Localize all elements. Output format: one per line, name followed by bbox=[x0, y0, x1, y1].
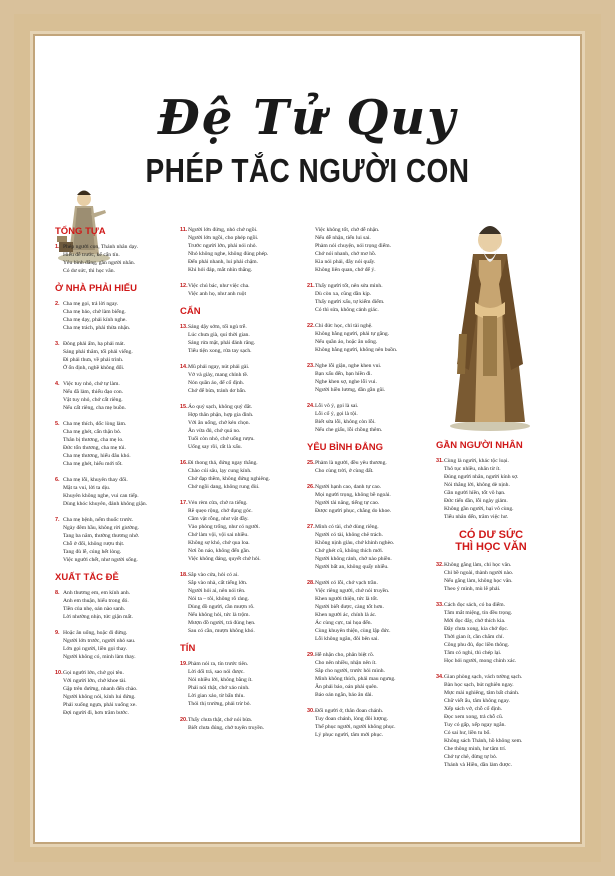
verse-line: Chỉ đức học, chỉ tài nghệ. bbox=[315, 323, 373, 329]
verse-line: Việc anh họ, như anh ruột bbox=[188, 291, 246, 297]
verse-line: Đông phải ấm, hạ phải mát. bbox=[63, 341, 125, 347]
verse-line: Việc chú bác, như việc cha. bbox=[188, 283, 250, 289]
verse-line: Che thông minh, hư tâm trí. bbox=[444, 746, 507, 752]
verse bbox=[180, 282, 290, 298]
verse-line: Gọi người lớn, chớ gọi tên. bbox=[63, 670, 124, 676]
section-heading: Ở NHÀ PHẢI HIẾU bbox=[55, 283, 137, 294]
verse-line: Thói thị trường, phải trừ bỏ. bbox=[188, 701, 251, 707]
verse-line: Xếp sách vở, chỗ cố định. bbox=[444, 706, 503, 712]
verse bbox=[180, 571, 290, 635]
verse-line: Người biết được, càng tốt hơn. bbox=[315, 604, 384, 610]
verse-line: Cho nên nhiều, nhận nên ít. bbox=[315, 660, 377, 666]
verse-line: Chỉ bề ngoài, thành người nào. bbox=[444, 570, 514, 576]
verse-line: Việc người chết, như người sống. bbox=[63, 557, 138, 563]
verse-line: Theo ý mình, mù lẽ phải. bbox=[444, 586, 501, 592]
verse-line: Cùng là người, khác tộc loại. bbox=[444, 458, 509, 464]
verse-line: Chữ viết ẩu, tâm không ngay. bbox=[444, 698, 510, 704]
verse bbox=[55, 629, 165, 661]
verse-line: Mũ phải ngay, nút phải gài. bbox=[188, 364, 250, 370]
verse-number: 7. bbox=[55, 517, 60, 523]
verse-line: Anh thương em, em kính anh. bbox=[63, 590, 131, 596]
verse-line: Đức tiến dần, lỗi ngày giảm. bbox=[444, 498, 508, 504]
verse-number: 10. bbox=[55, 670, 63, 676]
verse-line: Công phu đủ, đọc liền thông. bbox=[444, 642, 510, 648]
verse-line: Thế phục người, người không phục. bbox=[315, 724, 396, 730]
verse-number: 29. bbox=[307, 652, 315, 658]
verse-line: Yêu bình đẳng, gần người nhân. bbox=[63, 260, 136, 266]
verse-line: Ở ổn định, nghề không đổi. bbox=[63, 365, 125, 371]
verse bbox=[55, 243, 165, 275]
verse-number: 9. bbox=[55, 630, 60, 636]
verse-line: Người lớn ngồi, cho phép ngồi. bbox=[188, 235, 259, 241]
verse-line: Lỗi không ngăn, đôi bên sai. bbox=[315, 636, 379, 642]
verse-line: Ân phải báo, oán phải quên. bbox=[315, 684, 378, 690]
verse-line: Dùng khóc khuyên, đánh không giận. bbox=[63, 501, 148, 507]
column-1 bbox=[55, 226, 165, 725]
verse-line: Thời gian ít, cần chăm chỉ. bbox=[444, 634, 504, 640]
verse-line: Thấy chưa thật, chớ nói bừa. bbox=[188, 717, 253, 723]
verse-line: Người bất an, không quấy nhiễu. bbox=[315, 564, 389, 570]
verse-number: 22. bbox=[307, 323, 315, 329]
verse-line: Tuy đoan chánh, lòng đôi lượng. bbox=[315, 716, 389, 722]
section-heading: YÊU BÌNH ĐẲNG bbox=[307, 442, 384, 453]
verse-line: Vào phòng trống, như có người. bbox=[188, 524, 260, 530]
verse bbox=[180, 459, 290, 491]
verse-line: Nếu cất riêng, cha mẹ buồn. bbox=[63, 405, 126, 411]
verse-line: Nếu dễ nhận, tiến lui sai. bbox=[315, 235, 371, 241]
verse-line: Việc không đáng, quyết chớ hỏi. bbox=[188, 556, 261, 562]
verse-line: Ác cùng cực, tai họa đến. bbox=[315, 620, 372, 626]
verse-line: Phàm là người, đều yêu thương. bbox=[315, 460, 387, 466]
verse-line: Chớ làm vội, vội sai nhiều. bbox=[188, 532, 249, 538]
verse bbox=[307, 362, 417, 394]
section-heading: GẦN NGƯỜI NHÂN bbox=[436, 440, 523, 451]
verse-number: 32. bbox=[436, 562, 444, 568]
verse-line: Phải nói thật, chớ xảo ninh. bbox=[188, 685, 250, 691]
verse-line: Mượn đồ người, trả đúng hẹn. bbox=[188, 620, 256, 626]
verse-number: 12. bbox=[180, 283, 188, 289]
verse-number: 23. bbox=[307, 363, 315, 369]
verse bbox=[436, 673, 546, 769]
verse-line: Người hỏi ai, nên nói tên. bbox=[188, 588, 246, 594]
verse-line: Nếu không hỏi, tức là trộm. bbox=[188, 612, 250, 618]
verse-line: Cha mẹ dạy, phải kính nghe. bbox=[63, 317, 127, 323]
verse-line: Khuyên không nghe, vui can tiếp. bbox=[63, 493, 139, 499]
verse-line: Chớ ngồi dang, không rung đùi. bbox=[188, 484, 260, 490]
column-2 bbox=[180, 226, 290, 740]
verse-line: Trước người lớn, phải nói nhỏ. bbox=[188, 243, 257, 249]
verse-line: Cha mẹ bảo, chớ làm biếng. bbox=[63, 309, 126, 315]
verse-line: Gian phòng sạch, vách tường sạch. bbox=[444, 674, 523, 680]
verse-number: 11. bbox=[180, 227, 188, 233]
verse bbox=[180, 226, 290, 274]
verse-line: Lời gian xảo, từ bẩn thỉu. bbox=[188, 693, 245, 699]
verse-line: Không gắng làm, chỉ học văn. bbox=[444, 562, 512, 568]
verse-line: Không liên quan, chớ để ý. bbox=[315, 267, 376, 273]
verse bbox=[307, 523, 417, 571]
verse-line: Cha mẹ gọi, trả lời ngay. bbox=[63, 301, 119, 307]
verse-line: Chớ tự chê, đừng tự bỏ. bbox=[444, 754, 498, 760]
verse-number: 21. bbox=[307, 283, 315, 289]
verse-line: Không sách Thánh, hồ không xem. bbox=[444, 738, 523, 744]
verse bbox=[436, 561, 546, 593]
verse-number: 30. bbox=[307, 708, 315, 714]
verse bbox=[307, 579, 417, 643]
verse-line: Phàm nói chuyện, nói trọng điểm. bbox=[315, 243, 391, 249]
verse-line: Cho cùng trời, ở cùng đất. bbox=[315, 468, 374, 474]
verse bbox=[180, 403, 290, 451]
verse-line: Nếu quần áo, hoặc ăn uống. bbox=[315, 339, 378, 345]
verse bbox=[307, 483, 417, 515]
verse-number: 2. bbox=[55, 301, 60, 307]
verse-line: Mặt ta vui, lời ta dịu. bbox=[63, 485, 111, 491]
verse-line: Thấy người xấu, tự kiểm điểm. bbox=[315, 299, 385, 305]
verse-line: Cầm vật rỗng, như vật đầy. bbox=[188, 516, 249, 522]
verse-line: Bàn học sạch, bút nghiên ngay. bbox=[444, 682, 514, 688]
verse bbox=[307, 282, 417, 314]
verse-line: Ăn vừa đủ, chớ quá no. bbox=[188, 428, 241, 434]
verse-line: Khen người thiện, tức là tốt. bbox=[315, 596, 379, 602]
verse-line: Tiền của nhẹ, oán nào sanh. bbox=[63, 606, 126, 612]
verse-line: Tâm mắt miệng, tín đều trọng. bbox=[444, 610, 513, 616]
verse-number: 6. bbox=[55, 477, 60, 483]
verse-number: 27. bbox=[307, 524, 315, 530]
verse-line: Chớ ghét cũ, không thích mới. bbox=[315, 548, 384, 554]
verse-line: Người hạnh cao, danh tự cao. bbox=[315, 484, 382, 490]
verse-line: Tâm có nghi, thì chép lại. bbox=[444, 650, 502, 656]
section-heading: TỔNG TỰA bbox=[55, 226, 106, 237]
verse-line: Đi phải thưa, về phải trình. bbox=[63, 357, 124, 363]
verse-line: Chỗ ở đổi, không rượu thịt. bbox=[63, 541, 125, 547]
verse-line: Nói thẳng lời, không dè nịnh. bbox=[444, 482, 510, 488]
verse-line: Đọc xem xong, trả chỗ cũ. bbox=[444, 714, 504, 720]
verse-number: 20. bbox=[180, 717, 188, 723]
verse-line: Cha mẹ trách, phải thừa nhận. bbox=[63, 325, 131, 331]
verse-line: Cha mẹ ghét, cẩn thận bỏ. bbox=[63, 429, 122, 435]
calligraphy-title: Đệ Tử Quy bbox=[157, 90, 458, 146]
verse-line: Mới đọc đây, chớ thích kia. bbox=[444, 618, 506, 624]
verse-line: Không bằng người, không nên buồn. bbox=[315, 347, 398, 353]
verse-line: Sắp vào cửa, hỏi có ai. bbox=[188, 572, 239, 578]
verse-line: Cha mẹ bệnh, nếm thuốc trước. bbox=[63, 517, 134, 523]
verse-line: Rẽ quẹo rộng, chớ đụng góc. bbox=[188, 508, 253, 514]
verse-line: Tang đủ lễ, cúng hết lòng. bbox=[63, 549, 122, 555]
verse-line: Kia nói phải, đây nói quấy. bbox=[315, 259, 376, 265]
verse-line: Lời nhường nhịn, tức giận mất. bbox=[63, 614, 133, 620]
verse-line: Báo oán ngắn, báo ân dài. bbox=[315, 692, 373, 698]
verse bbox=[180, 499, 290, 563]
verse-number: 8. bbox=[55, 590, 60, 596]
verse-line: Chớ nói nhanh, chớ mơ hồ. bbox=[315, 251, 377, 257]
verse-line: Sáng rửa mặt, phải đánh răng. bbox=[188, 340, 256, 346]
verse-line: Người không nói, kính lui đứng. bbox=[63, 694, 136, 700]
verse-line: Anh em thuận, hiếu trong đó. bbox=[63, 598, 129, 604]
verse-line: Dù còn xa, cũng dần kịp. bbox=[315, 291, 372, 297]
verse-line: Nếu đã làm, thiếu đạo con. bbox=[63, 389, 124, 395]
verse-line: Khen người ác, chính là ác. bbox=[315, 612, 377, 618]
verse-line: Gặp trên đường, nhanh đến chào. bbox=[63, 686, 138, 692]
verse-line: Đúng người nhân, người kính sợ. bbox=[444, 474, 519, 480]
verse-line: Đợi người đi, hơn trăm bước. bbox=[63, 710, 129, 716]
verse-line: Thánh và Hiền, dần làm được. bbox=[444, 762, 512, 768]
verse-line: Thô tục nhiều, nhân từ ít. bbox=[444, 466, 501, 472]
section-heading: CẨN bbox=[180, 306, 201, 317]
verse-line: Cha mẹ lỗi, khuyên thay đổi. bbox=[63, 477, 128, 483]
verse-line: Hễ nhận cho, phân biệt rõ. bbox=[315, 652, 375, 658]
verse bbox=[180, 363, 290, 395]
column-3 bbox=[307, 226, 417, 747]
verse bbox=[55, 669, 165, 717]
verse-number: 28. bbox=[307, 580, 315, 586]
verse-line: Phàm nói ra, tín trước tiên. bbox=[188, 661, 249, 667]
main-title: PHÉP TẮC NGƯỜI CON bbox=[145, 152, 470, 189]
verse-line: Được người phục, chẳng do khoe. bbox=[315, 508, 392, 514]
verse-line: Sáng dậy sớm, tối ngủ trễ. bbox=[188, 324, 247, 330]
verse-line: Nghe lỗi giận, nghe khen vui. bbox=[315, 363, 382, 369]
verse bbox=[55, 516, 165, 564]
verse-number: 34. bbox=[436, 674, 444, 680]
verse bbox=[55, 420, 165, 468]
verse-line: Dùng đồ người, cần mượn rõ. bbox=[188, 604, 255, 610]
verse-line: Không gần người, hại vô cùng. bbox=[444, 506, 514, 512]
verse-line: Người tài năng, tiếng tự cao. bbox=[315, 500, 380, 506]
verse-line: Người lớn đứng, nhỏ chớ ngồi. bbox=[188, 227, 258, 233]
verse-line: Áo quý sạch, không quý đắt. bbox=[188, 404, 253, 410]
verse-line: Người có tài, không chê trách. bbox=[315, 532, 383, 538]
verse bbox=[307, 707, 417, 739]
verse bbox=[436, 457, 546, 521]
verse bbox=[180, 716, 290, 732]
verse-line: Người hiền lương, dần gần gũi. bbox=[315, 387, 386, 393]
verse-line: Hoặc ăn uống, hoặc đi đứng. bbox=[63, 630, 128, 636]
verse-line: Nếu che giấu, lỗi chồng thêm. bbox=[315, 427, 383, 433]
verse-line: Vén rèm cửa, chớ ra tiếng. bbox=[188, 500, 248, 506]
sage-illustration bbox=[445, 214, 535, 432]
verse-line: Chào cúi sâu, lạy cung kính. bbox=[188, 468, 252, 474]
verse-line: Biết chưa đúng, chớ tuyên truyền. bbox=[188, 725, 265, 731]
section-heading-line: CÓ DƯ SỨC bbox=[458, 529, 524, 541]
verse-number: 5. bbox=[55, 421, 60, 427]
verse-line: Với người lớn, chớ khoe tài. bbox=[63, 678, 127, 684]
verse-line: Cùng khuyên thiện, cùng lập đức. bbox=[315, 628, 391, 634]
verse-line: Bạn xấu đến, bạn hiền đi. bbox=[315, 371, 373, 377]
verse-line: Lớn gọi người, liền gọi thay. bbox=[63, 646, 128, 652]
verse-line: Không sợ khó, chớ qua loa. bbox=[188, 540, 250, 546]
verse-line: Đức tổn thương, cha mẹ tủi. bbox=[63, 445, 126, 451]
verse-number: 25. bbox=[307, 460, 315, 466]
verse-line: Chớ đạp thềm, không đứng nghiêng. bbox=[188, 476, 270, 482]
verse bbox=[307, 651, 417, 699]
verse-line: Sắp cho người, trước hỏi mình. bbox=[315, 668, 385, 674]
verse-line: Biết sửa lỗi, không còn lỗi. bbox=[315, 419, 376, 425]
verse-line: Đến phải nhanh, lui phải chậm. bbox=[188, 259, 259, 265]
verse bbox=[307, 322, 417, 354]
verse-number: 4. bbox=[55, 381, 60, 387]
verse-line: Nón quần áo, để cố định. bbox=[188, 380, 245, 386]
verse-number: 19. bbox=[180, 661, 188, 667]
verse-number: 16. bbox=[180, 460, 188, 466]
verse-number: 31. bbox=[436, 458, 444, 464]
verse-line: Ngày đêm hầu, không rời giường. bbox=[63, 525, 139, 531]
verse-line: Người không có, mình làm thay. bbox=[63, 654, 136, 660]
verse-line: Lỗi vô ý, gọi là sai. bbox=[315, 403, 359, 409]
verse-line: Hiếu đễ trước, kế cẩn tín. bbox=[63, 252, 120, 258]
verse-line: Phép người con, Thánh nhân dạy. bbox=[63, 244, 138, 250]
verse-line: Nói nhiều lời, không bằng ít. bbox=[188, 677, 253, 683]
verse-line: Sắp vào nhà, cất tiếng lớn. bbox=[188, 580, 248, 586]
verse-line: Có dư sức, thì học văn. bbox=[63, 268, 115, 274]
verse-line: Mình không thích, phải mau ngưng. bbox=[315, 676, 396, 682]
column-4 bbox=[436, 440, 546, 777]
verse-number: 13. bbox=[180, 324, 188, 330]
section-heading: XUẤT TẮC ĐỄ bbox=[55, 572, 119, 583]
verse-number: 15. bbox=[180, 404, 188, 410]
verse-line: Không nịnh giàu, chớ khinh nghèo. bbox=[315, 540, 395, 546]
verse bbox=[180, 323, 290, 355]
verse-line: Sáng phải thăm, tối phải viếng. bbox=[63, 349, 133, 355]
verse-number: 3. bbox=[55, 341, 60, 347]
verse-line: Việc tuy nhỏ, chớ tự làm. bbox=[63, 381, 120, 387]
verse-line: Lúc chưa già, quí thời gian. bbox=[188, 332, 250, 338]
verse-line: Đối người ở, thân đoan chánh. bbox=[315, 708, 384, 714]
section-heading-line: THÌ HỌC VĂN bbox=[455, 541, 527, 553]
verse-number: 1. bbox=[55, 244, 60, 250]
verse-line: Nếu gắng làm, không học văn. bbox=[444, 578, 513, 584]
verse bbox=[55, 476, 165, 508]
verse bbox=[307, 459, 417, 475]
verse-line: Nghe khen sợ, nghe lỗi vui. bbox=[315, 379, 377, 385]
verse-line: Tiểu tiện xong, rửa tay sạch. bbox=[188, 348, 252, 354]
verse-line: Gần người hiền, tốt vô hạn. bbox=[444, 490, 506, 496]
poster bbox=[35, 36, 580, 842]
verse-line: Có thì sửa, không cảnh giác. bbox=[315, 307, 379, 313]
verse-line: Người không rảnh, chớ nào phiền. bbox=[315, 556, 392, 562]
verse-line: Cha mẹ ghét, hiếu mới tốt. bbox=[63, 461, 123, 467]
verse-number: 18. bbox=[180, 572, 188, 578]
verse-line: Tiểu nhân đến, trăm việc hư. bbox=[444, 514, 509, 520]
verse-number: 33. bbox=[436, 602, 444, 608]
verse bbox=[55, 300, 165, 332]
verse-line: Đi thong thả, đứng ngay thẳng. bbox=[188, 460, 258, 466]
verse-line: Cách đọc sách, có ba điểm. bbox=[444, 602, 506, 608]
verse-number: 26. bbox=[307, 484, 315, 490]
verse-line: Người có lỗi, chớ vạch trần. bbox=[315, 580, 378, 586]
verse-line: Nơi ồn náo, không đến gần. bbox=[188, 548, 251, 554]
verse-line: Tuy có gấp, xếp ngay ngắn. bbox=[444, 722, 506, 728]
verse bbox=[180, 660, 290, 708]
verse-line: Không bằng người, phải tự gắng. bbox=[315, 331, 390, 337]
verse-line: Việc không tốt, chớ dễ nhận. bbox=[315, 227, 380, 233]
verse-line: Vớ và giày, mang chỉnh tề. bbox=[188, 372, 249, 378]
verse-line: Lời dối trá, sao nói được. bbox=[188, 669, 245, 675]
verse-line: Nhỏ không nghe, không đúng phép. bbox=[188, 251, 269, 257]
verse-line: Khi hỏi đáp, mắt nhìn thẳng. bbox=[188, 267, 253, 273]
verse-line: Mực mài nghiêng, tâm bất chánh. bbox=[444, 690, 520, 696]
verse bbox=[55, 340, 165, 372]
verse-line: Có sai hư, liền tu bổ. bbox=[444, 730, 491, 736]
verse-line: Lý phục người, tâm mới phục. bbox=[315, 732, 384, 738]
verse bbox=[307, 226, 417, 274]
verse-line: Mọi người trọng, không bề ngoài. bbox=[315, 492, 391, 498]
verse-line: Thấy người tốt, nên sửa mình. bbox=[315, 283, 383, 289]
verse-line: Nói ta – tôi, không rõ ràng. bbox=[188, 596, 249, 602]
verse-line: Học hỏi người, mong chính xác. bbox=[444, 658, 517, 664]
verse-line: Lỗi cố ý, gọi là tội. bbox=[315, 411, 358, 417]
verse-line: Cha mẹ thích, dốc lòng làm. bbox=[63, 421, 127, 427]
verse bbox=[436, 601, 546, 665]
verse bbox=[307, 402, 417, 434]
verse bbox=[55, 589, 165, 621]
verse-line: Mình có tài, chớ dùng riêng. bbox=[315, 524, 379, 530]
verse-line: Tuổi còn nhỏ, chớ uống rượu. bbox=[188, 436, 255, 442]
verse-line: Vật tuy nhỏ, chớ cất riêng. bbox=[63, 397, 123, 403]
verse-number: 17. bbox=[180, 500, 188, 506]
verse-line: Hợp thân phận, hợp gia đình. bbox=[188, 412, 254, 418]
verse-line: Thân bị thương, cha mẹ lo. bbox=[63, 437, 124, 443]
verse-line: Uống say rồi, rất là xấu. bbox=[188, 444, 242, 450]
verse-line: Người lớn trước, người nhỏ sau. bbox=[63, 638, 136, 644]
verse-number: 24. bbox=[307, 403, 315, 409]
section-heading bbox=[436, 529, 546, 553]
verse-line: Tang ba năm, thường thương nhớ. bbox=[63, 533, 140, 539]
verse-number: 14. bbox=[180, 364, 188, 370]
verse-line: Phải xuống ngựa, phải xuống xe. bbox=[63, 702, 137, 708]
section-heading: TÍN bbox=[180, 643, 196, 654]
verse-line: Việc riêng người, chớ nói truyền. bbox=[315, 588, 390, 594]
verse-line: Đây chưa xong, kia chớ đọc. bbox=[444, 626, 509, 632]
verse-line: Cha mẹ thương, hiếu đâu khó. bbox=[63, 453, 131, 459]
verse bbox=[55, 380, 165, 412]
verse-line: Sau có cần, mượn không khó. bbox=[188, 628, 255, 634]
verse-line: Chớ để bừa, tránh dơ bẩn. bbox=[188, 388, 247, 394]
verse-line: Với ăn uống, chớ kén chọn. bbox=[188, 420, 250, 426]
